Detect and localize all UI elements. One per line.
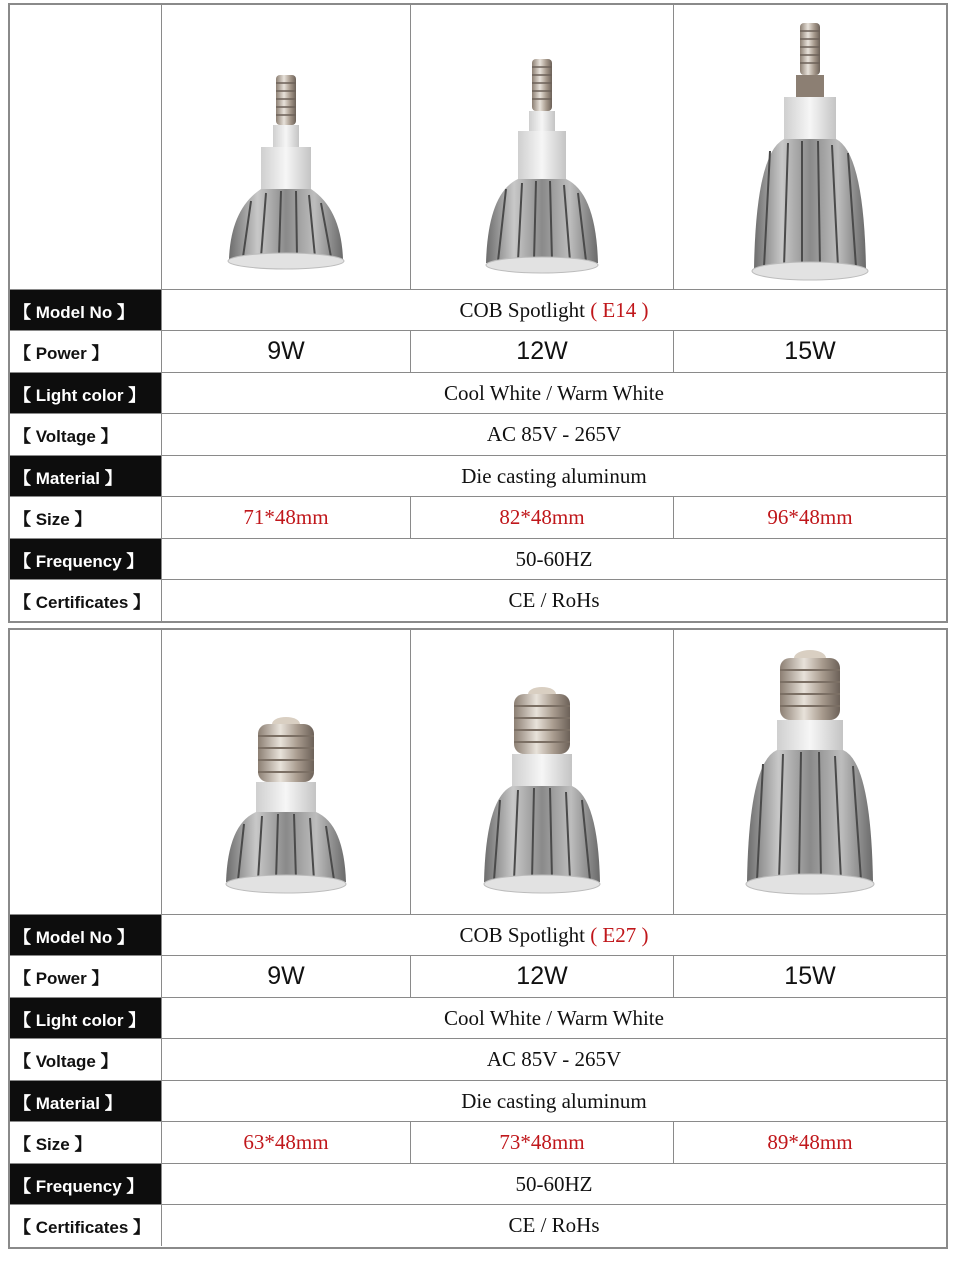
spec-table-e27 — [8, 628, 948, 1249]
label-power: 【 Power 】 — [10, 956, 162, 997]
label-light-color: 【 Light color 】 — [10, 373, 162, 414]
photo-cell-9w — [162, 5, 411, 289]
row-voltage — [10, 1038, 946, 1080]
model-base: ( E14 ) — [590, 298, 649, 322]
model-name: COB Spotlight — [459, 298, 585, 322]
row-material — [10, 455, 946, 497]
voltage-value: AC 85V - 265V — [486, 1047, 622, 1071]
photo-row — [10, 5, 946, 289]
row-voltage — [10, 413, 946, 455]
photo-cell-12w — [411, 5, 674, 289]
material-value: Die casting aluminum — [461, 1089, 647, 1113]
frequency-value: 50-60HZ — [515, 1172, 593, 1196]
row-size — [10, 496, 946, 538]
photo-cell-15w — [674, 5, 946, 289]
e14-bulb-image — [740, 19, 880, 283]
model-base: ( E27 ) — [590, 923, 649, 947]
label-certificates: 【 Certificates 】 — [10, 580, 162, 621]
spec-table-e14 — [8, 3, 948, 623]
model-value — [162, 915, 946, 956]
e27-bulb-image — [472, 684, 612, 899]
model-name: COB Spotlight — [459, 923, 585, 947]
voltage-value: AC 85V - 265V — [486, 422, 622, 446]
size-12w: 73*48mm — [411, 1122, 674, 1163]
label-certificates: 【 Certificates 】 — [10, 1205, 162, 1246]
label-model: 【 Model No 】 — [10, 290, 162, 331]
power-12w: 12W — [411, 956, 674, 997]
label-size: 【 Size 】 — [10, 497, 162, 538]
label-size: 【 Size 】 — [10, 1122, 162, 1163]
label-voltage: 【 Voltage 】 — [10, 1039, 162, 1080]
photo-cell-9w — [162, 630, 411, 914]
light-color-value: Cool White / Warm White — [444, 1006, 664, 1030]
row-model — [10, 289, 946, 331]
photo-empty-cell — [10, 5, 162, 289]
label-light-color: 【 Light color 】 — [10, 998, 162, 1039]
label-material: 【 Material 】 — [10, 456, 162, 497]
row-certificates — [10, 579, 946, 621]
photo-cell-15w — [674, 630, 946, 914]
size-9w: 71*48mm — [162, 497, 411, 538]
light-color-value: Cool White / Warm White — [444, 381, 664, 405]
row-power — [10, 330, 946, 372]
photo-empty-cell — [10, 630, 162, 914]
certificates-value: CE / RoHs — [508, 588, 600, 612]
power-15w: 15W — [784, 337, 836, 365]
size-9w: 63*48mm — [162, 1122, 411, 1163]
row-material — [10, 1080, 946, 1122]
e14-bulb-image — [472, 53, 612, 278]
photo-cell-12w — [411, 630, 674, 914]
row-light-color — [10, 997, 946, 1039]
power-9w: 9W — [162, 331, 411, 372]
power-9w: 9W — [162, 956, 411, 997]
row-frequency — [10, 538, 946, 580]
power-15w: 15W — [784, 962, 836, 990]
photo-row — [10, 630, 946, 914]
row-light-color — [10, 372, 946, 414]
model-value — [162, 290, 946, 331]
e27-bulb-image — [216, 714, 356, 899]
e14-bulb-image — [221, 69, 351, 274]
label-model: 【 Model No 】 — [10, 915, 162, 956]
certificates-value: CE / RoHs — [508, 1213, 600, 1237]
label-power: 【 Power 】 — [10, 331, 162, 372]
label-frequency: 【 Frequency 】 — [10, 1164, 162, 1205]
size-12w: 82*48mm — [411, 497, 674, 538]
frequency-value: 50-60HZ — [515, 547, 593, 571]
row-size — [10, 1121, 946, 1163]
row-frequency — [10, 1163, 946, 1205]
material-value: Die casting aluminum — [461, 464, 647, 488]
label-frequency: 【 Frequency 】 — [10, 539, 162, 580]
row-model — [10, 914, 946, 956]
row-certificates — [10, 1204, 946, 1246]
label-voltage: 【 Voltage 】 — [10, 414, 162, 455]
label-material: 【 Material 】 — [10, 1081, 162, 1122]
row-power — [10, 955, 946, 997]
size-15w: 89*48mm — [767, 1130, 853, 1154]
power-12w: 12W — [411, 331, 674, 372]
e27-bulb-image — [735, 646, 885, 900]
size-15w: 96*48mm — [767, 505, 853, 529]
